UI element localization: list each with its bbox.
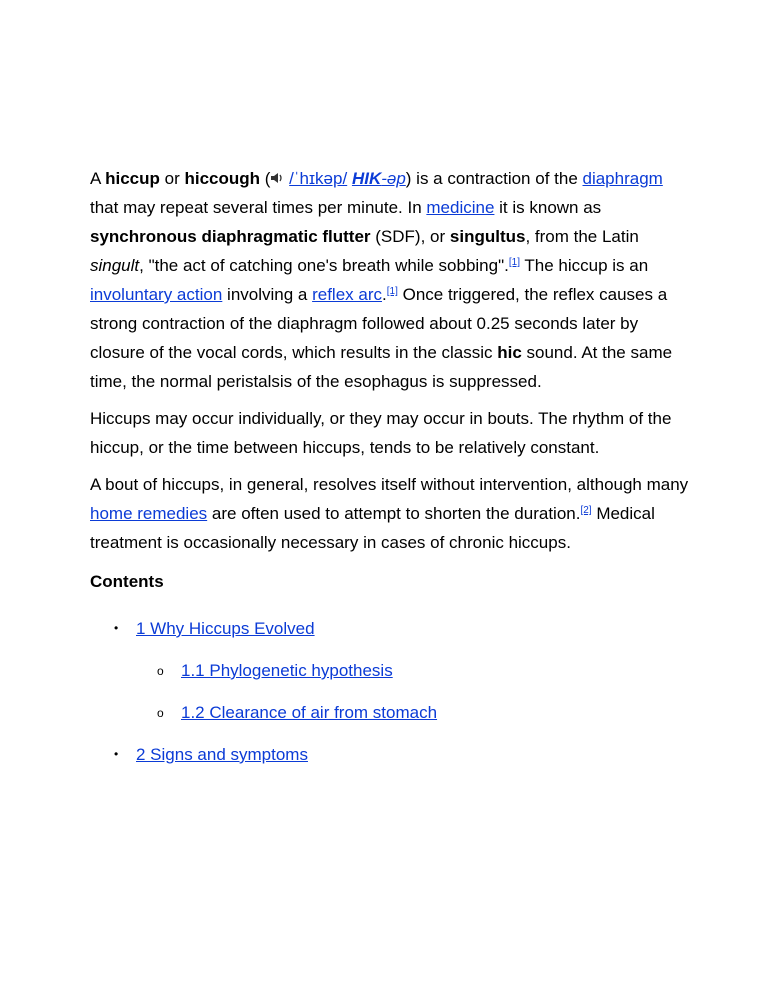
text: Medical treatment is occasionally necessary in cases of chronic hiccups. [90, 504, 655, 552]
reference-2-link[interactable]: [2] [580, 505, 592, 516]
circle-bullet-icon: o [157, 706, 164, 720]
text: sound. At the same time, the normal peristalsis of the esophagus is suppressed. [90, 343, 673, 391]
ipa-link[interactable]: /ˈhɪkəp/ [289, 169, 348, 188]
document-body [90, 164, 690, 782]
toc-item [90, 740, 690, 769]
text: (SDF), or [370, 227, 450, 246]
text: ( [260, 169, 271, 188]
text: Once triggered, the reflex causes a strong contraction of the diaphragm followed about 0.25 seconds later by closure of the vocal cords, which results in the classic [90, 285, 668, 362]
toc-link-clearance-of-air[interactable]: 1.2 Clearance of air from stomach [181, 703, 438, 722]
medicine-link[interactable]: medicine [426, 198, 495, 217]
reference-1b-link[interactable]: [1] [386, 286, 398, 297]
text: that may repeat several times per minute. In [90, 198, 427, 217]
term-hiccough: hiccough [184, 169, 261, 188]
table-of-contents [90, 614, 690, 769]
toc-item [90, 698, 690, 727]
intro-paragraph [90, 164, 690, 396]
involuntary-action-link[interactable]: involuntary action [90, 285, 223, 304]
toc-link-phylogenetic-hypothesis[interactable]: 1.1 Phylogenetic hypothesis [181, 661, 393, 680]
treatment-paragraph [90, 470, 690, 557]
bullet-icon: • [114, 747, 119, 761]
text: involving a [222, 285, 313, 304]
respelling-link[interactable] [352, 169, 406, 188]
toc-item [90, 656, 690, 685]
contents-heading: Contents [90, 572, 164, 591]
term-singultus: singultus [449, 227, 526, 246]
rhythm-paragraph: Hiccups may occur individually, or they may occur in bouts. The rhythm of the hiccup, or the time between hiccups, tends to be relatively constant. [90, 409, 672, 457]
text: A bout of hiccups, in general, resolves itself without intervention, although many [90, 475, 689, 494]
text: The hiccup is an [519, 256, 649, 275]
speaker-icon[interactable] [270, 165, 284, 179]
term-hic: hic [497, 343, 522, 362]
respelling-rest: -əp [381, 169, 406, 188]
text: or [159, 169, 185, 188]
toc-link-why-hiccups-evolved[interactable]: 1 Why Hiccups Evolved [136, 619, 315, 638]
term-sdf: synchronous diaphragmatic flutter [90, 227, 371, 246]
diaphragm-link[interactable]: diaphragm [582, 169, 663, 188]
toc-item [90, 614, 690, 643]
text: . [382, 285, 387, 304]
respelling-stress: HIK [351, 169, 382, 188]
home-remedies-link[interactable]: home remedies [90, 504, 208, 523]
bullet-icon: • [114, 621, 119, 635]
toc-link-signs-and-symptoms[interactable]: 2 Signs and symptoms [136, 745, 308, 764]
term-hiccup: hiccup [105, 169, 160, 188]
reflex-arc-link[interactable]: reflex arc [312, 285, 383, 304]
reference-1-link[interactable]: [1] [508, 257, 520, 268]
text: , from the Latin [525, 227, 639, 246]
text: are often used to attempt to shorten the duration. [207, 504, 581, 523]
circle-bullet-icon: o [157, 664, 164, 678]
text: ) is a contraction of the [405, 169, 583, 188]
text: it is known as [494, 198, 602, 217]
term-singult: singult [90, 256, 140, 275]
text: , "the act of catching one's breath while sobbing". [139, 256, 509, 275]
text: A [90, 169, 106, 188]
